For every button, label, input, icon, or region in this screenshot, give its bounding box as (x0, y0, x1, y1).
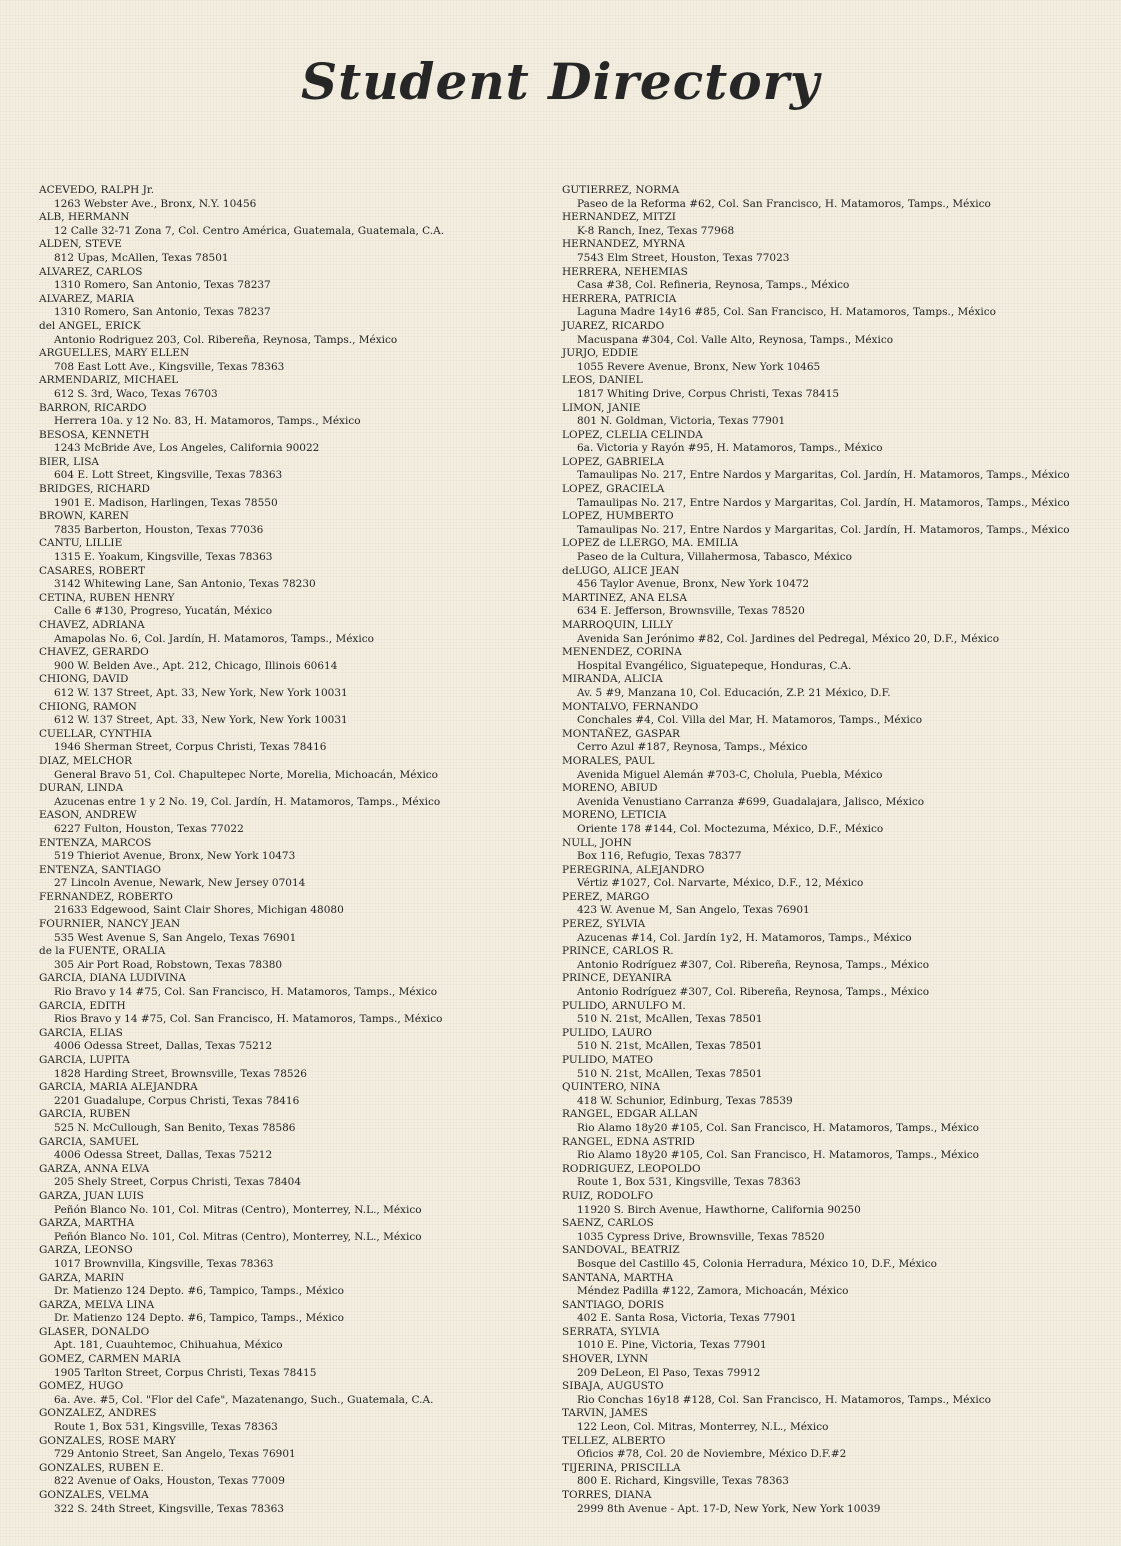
directory-entry (39, 809, 539, 836)
right-column (562, 184, 1107, 1516)
directory-entry (39, 782, 539, 809)
student-name: GARZA, JUAN LUIS (39, 1189, 144, 1202)
student-address: 519 Thieriot Avenue, Bronx, New York 10473 (54, 850, 296, 863)
student-name: CHAVEZ, ADRIANA (39, 619, 145, 631)
directory-entry (39, 673, 539, 700)
student-address: 122 Leon, Col. Mitras, Monterrey, N.L., México (577, 1421, 829, 1434)
student-name: ALB, HERMANN (39, 211, 130, 224)
directory-entry (562, 429, 1107, 456)
directory-entry (39, 1407, 539, 1434)
directory-entry (562, 1081, 1107, 1108)
student-name: PEREZ, MARGO (562, 890, 650, 903)
directory-entry (562, 1462, 1107, 1489)
student-name: MIRANDA, ALICIA (562, 673, 663, 686)
student-name: GONZALES, VELMA (39, 1489, 149, 1501)
student-name: SERRATA, SYLVIA (562, 1325, 660, 1338)
student-address: Conchales #4, Col. Villa del Mar, H. Matamoros, Tamps., México (577, 714, 923, 727)
student-address: Oriente 178 #144, Col. Moctezuma, México, D.F., México (577, 822, 884, 835)
directory-entry (39, 1435, 539, 1462)
directory-entry (562, 673, 1107, 700)
student-name: SANTANA, MARTHA (562, 1271, 674, 1284)
page-title: Student Directory (301, 52, 820, 111)
directory-entry (562, 456, 1107, 483)
student-name: ENTENZA, MARCOS (39, 836, 152, 849)
student-name: CASARES, ROBERT (39, 564, 146, 577)
directory-entry (562, 347, 1107, 374)
student-name: TIJERINA, PRISCILLA (562, 1461, 681, 1474)
directory-entry (562, 728, 1107, 755)
student-address: Rio Conchas 16y18 #128, Col. San Francisco, H. Matamoros, Tamps., México (577, 1393, 991, 1406)
student-address: 1055 Revere Avenue, Bronx, New York 10465 (577, 360, 821, 373)
student-name: SIBAJA, AUGUSTO (562, 1380, 664, 1393)
directory-entry (562, 1326, 1107, 1353)
student-name: SHOVER, LYNN (562, 1353, 649, 1366)
directory-entry (562, 619, 1107, 646)
student-name: CHIONG, RAMON (39, 700, 137, 713)
directory-entry (39, 1000, 539, 1027)
directory-entry (562, 1163, 1107, 1190)
student-address: 1263 Webster Ave., Bronx, N.Y. 10456 (54, 197, 257, 210)
student-name: JUAREZ, RICARDO (562, 319, 665, 332)
student-address: Avenida Miguel Alemán #703-C, Cholula, Puebla, México (577, 768, 883, 781)
student-address: General Bravo 51, Col. Chapultepec Norte, Morelia, Michoacán, México (54, 768, 439, 781)
student-name: FOURNIER, NANCY JEAN (39, 918, 181, 931)
student-name: GARCIA, RUBEN (39, 1108, 131, 1121)
student-address: 11920 S. Birch Avenue, Hawthorne, California 90250 (577, 1203, 861, 1216)
student-address: Antonio Rodríguez #307, Col. Ribereña, Reynosa, Tamps., México (577, 986, 930, 999)
student-name: CANTU, LILLIE (39, 537, 123, 550)
student-name: GOMEZ, HUGO (39, 1380, 124, 1393)
student-name: ALVAREZ, CARLOS (39, 265, 143, 278)
student-address: 729 Antonio Street, San Angelo, Texas 76901 (54, 1448, 296, 1461)
student-address: 634 E. Jefferson, Brownsville, Texas 78520 (577, 605, 805, 618)
student-address: 510 N. 21st, McAllen, Texas 78501 (577, 1040, 763, 1053)
directory-entry (562, 293, 1107, 320)
student-address: Rio Alamo 18y20 #105, Col. San Francisco, H. Matamoros, Tamps., México (577, 1149, 979, 1162)
student-name: BRIDGES, RICHARD (39, 483, 150, 496)
directory-entry (39, 1326, 539, 1353)
directory-entry (562, 972, 1107, 999)
student-address: 612 W. 137 Street, Apt. 33, New York, New York 10031 (54, 714, 348, 727)
student-address: Rio Bravo y 14 #75, Col. San Francisco, H. Matamoros, Tamps., México (54, 986, 438, 999)
directory-entry (562, 891, 1107, 918)
student-name: GONZALES, RUBEN E. (39, 1461, 164, 1474)
directory-entry (39, 184, 539, 211)
directory-entry (562, 1299, 1107, 1326)
student-name: PULIDO, ARNULFO M. (562, 999, 686, 1012)
directory-entry (39, 918, 539, 945)
directory-entry (39, 1081, 539, 1108)
student-address: Casa #38, Col. Refineria, Reynosa, Tamps., México (577, 279, 850, 292)
directory-entry (39, 755, 539, 782)
directory-entry (562, 238, 1107, 265)
directory-entry (39, 238, 539, 265)
directory-entry (39, 1380, 539, 1407)
student-address: Dr. Matienzo 124 Depto. #6, Tampico, Tamps., México (54, 1312, 344, 1325)
student-name: HERRERA, PATRICIA (562, 292, 677, 305)
student-address: 1243 McBride Ave, Los Angeles, California 90022 (54, 442, 320, 455)
student-name: RUIZ, RODOLFO (562, 1189, 654, 1202)
student-address: 21633 Edgewood, Saint Clair Shores, Michigan 48080 (54, 904, 344, 917)
directory-entry (562, 945, 1107, 972)
directory-entry (39, 1217, 539, 1244)
directory-entry (39, 1136, 539, 1163)
directory-entry (39, 565, 539, 592)
student-address: 7543 Elm Street, Houston, Texas 77023 (577, 251, 790, 264)
student-address: Azucenas entre 1 y 2 No. 19, Col. Jardín, H. Matamoros, Tamps., México (54, 795, 441, 808)
directory-entry (562, 1190, 1107, 1217)
student-name: GARZA, MARTHA (39, 1217, 135, 1230)
student-address: K-8 Ranch, Inez, Texas 77968 (577, 224, 735, 237)
student-name: SANTIAGO, DORIS (562, 1298, 665, 1311)
directory-entry (39, 537, 539, 564)
student-name: JURJO, EDDIE (562, 347, 639, 360)
student-address: Cerro Azul #187, Reynosa, Tamps., México (577, 741, 808, 754)
student-address: 1310 Romero, San Antonio, Texas 78237 (54, 279, 271, 292)
student-address: Box 116, Refugio, Texas 78377 (577, 850, 742, 863)
student-address: 1905 Tarlton Street, Corpus Christi, Texas 78415 (54, 1366, 317, 1379)
student-name: SANDOVAL, BEATRIZ (562, 1244, 680, 1257)
directory-entry (562, 701, 1107, 728)
student-address: Peñón Blanco No. 101, Col. Mitras (Centro), Monterrey, N.L., México (54, 1230, 422, 1243)
student-name: MARTINEZ, ANA ELSA (562, 591, 687, 604)
directory-entry (39, 646, 539, 673)
directory-entry (39, 837, 539, 864)
directory-entry (562, 1217, 1107, 1244)
student-name: BARRON, RICARDO (39, 401, 147, 414)
directory-entry (562, 184, 1107, 211)
student-name: EASON, ANDREW (39, 809, 137, 822)
directory-entry (39, 728, 539, 755)
directory-entry (562, 537, 1107, 564)
directory-entry (39, 1108, 539, 1135)
student-name: LOPEZ de LLERGO, MA. EMILIA (562, 537, 739, 550)
student-name: BIER, LISA (39, 455, 100, 468)
student-address: 801 N. Goldman, Victoria, Texas 77901 (577, 415, 786, 428)
directory-entry (39, 701, 539, 728)
directory-entry (562, 211, 1107, 238)
student-address: Tamaulipas No. 217, Entre Nardos y Margaritas, Col. Jardín, H. Matamoros, Tamps., México (577, 469, 1070, 482)
directory-entry (39, 864, 539, 891)
student-address: 1017 Brownvilla, Kingsville, Texas 78363 (54, 1257, 274, 1270)
student-address: 1946 Sherman Street, Corpus Christi, Texas 78416 (54, 741, 327, 754)
student-name: del ANGEL, ERICK (39, 319, 141, 332)
directory-entry (39, 429, 539, 456)
student-address: 402 E. Santa Rosa, Victoria, Texas 77901 (577, 1312, 797, 1325)
student-name: LOPEZ, CLELIA CELINDA (562, 428, 703, 441)
student-address: Calle 6 #130, Progreso, Yucatán, México (54, 605, 273, 618)
directory-entry (39, 1272, 539, 1299)
directory-entry (562, 483, 1107, 510)
directory-entry (39, 456, 539, 483)
directory-entry (562, 266, 1107, 293)
student-address: 205 Shely Street, Corpus Christi, Texas 78404 (54, 1176, 302, 1189)
directory-entry (562, 320, 1107, 347)
student-address: 418 W. Schunior, Edinburg, Texas 78539 (577, 1094, 793, 1107)
directory-entry (562, 755, 1107, 782)
student-name: LOPEZ, GRACIELA (562, 483, 665, 496)
directory-entry (562, 1435, 1107, 1462)
student-address: 4006 Odessa Street, Dallas, Texas 75212 (54, 1149, 273, 1162)
student-address: 6227 Fulton, Houston, Texas 77022 (54, 822, 244, 835)
student-address: 27 Lincoln Avenue, Newark, New Jersey 07014 (54, 877, 306, 890)
student-name: TARVIN, JAMES (562, 1407, 648, 1420)
directory-entry (562, 592, 1107, 619)
student-address: 800 E. Richard, Kingsville, Texas 78363 (577, 1475, 789, 1488)
student-address: Tamaulipas No. 217, Entre Nardos y Margaritas, Col. Jardín, H. Matamoros, Tamps., México (577, 496, 1070, 509)
directory-entry (39, 320, 539, 347)
directory-entry (562, 1108, 1107, 1135)
directory-entry (562, 837, 1107, 864)
student-address: 209 DeLeon, El Paso, Texas 79912 (577, 1366, 761, 1379)
directory-entry (39, 1489, 539, 1516)
student-address: Tamaulipas No. 217, Entre Nardos y Margaritas, Col. Jardín, H. Matamoros, Tamps., México (577, 523, 1070, 536)
student-name: PRINCE, CARLOS R. (562, 945, 674, 958)
student-name: DIAZ, MELCHOR (39, 754, 133, 767)
student-address: 510 N. 21st, McAllen, Texas 78501 (577, 1013, 763, 1026)
student-name: GARCIA, MARIA ALEJANDRA (39, 1081, 198, 1094)
student-name: GARCIA, LUPITA (39, 1054, 130, 1066)
student-name: MENENDEZ, CORINA (562, 646, 682, 659)
directory-entry (39, 374, 539, 401)
directory-entry (39, 483, 539, 510)
left-column (39, 184, 539, 1516)
directory-entry (39, 1462, 539, 1489)
student-address: 525 N. McCullough, San Benito, Texas 78586 (54, 1121, 296, 1134)
directory-entry (562, 510, 1107, 537)
directory-entry (562, 646, 1107, 673)
student-address: 708 East Lott Ave., Kingsville, Texas 78363 (54, 360, 285, 373)
student-name: DURAN, LINDA (39, 782, 124, 795)
directory-entry (39, 211, 539, 238)
student-address: 1901 E. Madison, Harlingen, Texas 78550 (54, 496, 278, 509)
directory-entry (39, 347, 539, 374)
directory-entry (562, 565, 1107, 592)
directory-entry (562, 1000, 1107, 1027)
student-address: 456 Taylor Avenue, Bronx, New York 10472 (577, 578, 810, 591)
student-name: GUTIERREZ, NORMA (562, 184, 680, 196)
student-address: Oficios #78, Col. 20 de Noviembre, México D.F.#2 (577, 1448, 847, 1461)
student-name: QUINTERO, NINA (562, 1081, 661, 1094)
student-address: Laguna Madre 14y16 #85, Col. San Francisco, H. Matamoros, Tamps., México (577, 306, 996, 319)
directory-entry (39, 891, 539, 918)
student-address: 3142 Whitewing Lane, San Antonio, Texas 78230 (54, 578, 316, 591)
student-name: CETINA, RUBEN HENRY (39, 591, 175, 604)
student-name: HERRERA, NEHEMIAS (562, 265, 688, 278)
student-address: 7835 Barberton, Houston, Texas 77036 (54, 523, 264, 536)
student-address: Méndez Padilla #122, Zamora, Michoacán, México (577, 1285, 849, 1298)
student-address: Avenida San Jerónimo #82, Col. Jardines del Pedregal, México 20, D.F., México (577, 632, 1000, 645)
directory-entry (562, 374, 1107, 401)
student-address: 1817 Whiting Drive, Corpus Christi, Texas 78415 (577, 387, 840, 400)
student-name: de la FUENTE, ORALIA (39, 945, 166, 958)
student-name: GOMEZ, CARMEN MARIA (39, 1353, 181, 1366)
student-name: MORENO, ABIUD (562, 782, 658, 795)
student-address: Rio Alamo 18y20 #105, Col. San Francisco, H. Matamoros, Tamps., México (577, 1121, 979, 1134)
student-address: Avenida Venustiano Carranza #699, Guadalajara, Jalisco, México (577, 795, 925, 808)
directory-entry (39, 592, 539, 619)
directory-entry (562, 1380, 1107, 1407)
student-name: HERNANDEZ, MITZI (562, 211, 676, 224)
student-address: Peñón Blanco No. 101, Col. Mitras (Centro), Monterrey, N.L., México (54, 1203, 422, 1216)
student-address: Bosque del Castillo 45, Colonia Herradura, México 10, D.F., México (577, 1257, 937, 1270)
directory-entry (39, 1027, 539, 1054)
directory-entry (39, 1163, 539, 1190)
student-name: ARGUELLES, MARY ELLEN (39, 347, 190, 360)
student-address: Route 1, Box 531, Kingsville, Texas 78363 (577, 1176, 801, 1189)
directory-entry (39, 1244, 539, 1271)
student-name: BESOSA, KENNETH (39, 428, 150, 441)
directory-entry (562, 1136, 1107, 1163)
student-address: Dr. Matienzo 124 Depto. #6, Tampico, Tamps., México (54, 1285, 344, 1298)
student-name: TORRES, DIANA (562, 1489, 652, 1501)
student-address: Herrera 10a. y 12 No. 83, H. Matamoros, Tamps., México (54, 415, 361, 428)
directory-entry (39, 972, 539, 999)
student-name: RANGEL, EDGAR ALLAN (562, 1108, 698, 1121)
student-address: 12 Calle 32-71 Zona 7, Col. Centro América, Guatemala, Guatemala, C.A. (54, 224, 445, 237)
student-address: 1828 Harding Street, Brownsville, Texas 78526 (54, 1067, 307, 1080)
student-address: 812 Upas, McAllen, Texas 78501 (54, 251, 229, 264)
student-address: Rios Bravo y 14 #75, Col. San Francisco, H. Matamoros, Tamps., México (54, 1013, 443, 1026)
student-address: 1035 Cypress Drive, Brownsville, Texas 78520 (577, 1230, 825, 1243)
student-name: ENTENZA, SANTIAGO (39, 863, 161, 876)
student-name: SAENZ, CARLOS (562, 1217, 654, 1230)
directory-entry (562, 1244, 1107, 1271)
student-address: Antonio Rodriguez 203, Col. Ribereña, Reynosa, Tamps., México (54, 333, 398, 346)
student-address: 900 W. Belden Ave., Apt. 212, Chicago, Illinois 60614 (54, 659, 338, 672)
student-name: LEOS, DANIEL (562, 374, 643, 387)
student-address: Azucenas #14, Col. Jardín 1y2, H. Matamoros, Tamps., México (577, 931, 912, 944)
student-address: 305 Air Port Road, Robstown, Texas 78380 (54, 958, 283, 971)
student-name: GARZA, LEONSO (39, 1244, 133, 1257)
student-name: ALDEN, STEVE (39, 238, 122, 251)
directory-entry (39, 293, 539, 320)
student-name: MORENO, LETICIA (562, 809, 667, 822)
student-address: 6a. Victoria y Rayón #95, H. Matamoros, Tamps., México (577, 442, 883, 455)
directory-entry (39, 945, 539, 972)
student-name: GONZALES, ROSE MARY (39, 1434, 176, 1447)
student-address: Paseo de la Reforma #62, Col. San Francisco, H. Matamoros, Tamps., México (577, 197, 991, 210)
student-address: 1010 E. Pine, Victoria, Texas 77901 (577, 1339, 767, 1352)
student-name: ACEVEDO, RALPH Jr. (39, 184, 155, 196)
directory-entry (562, 809, 1107, 836)
student-address: 822 Avenue of Oaks, Houston, Texas 77009 (54, 1475, 285, 1488)
student-name: RODRIGUEZ, LEOPOLDO (562, 1162, 701, 1175)
student-address: Hospital Evangélico, Siguatepeque, Honduras, C.A. (577, 659, 852, 672)
student-address: Amapolas No. 6, Col. Jardín, H. Matamoros, Tamps., México (54, 632, 374, 645)
student-name: TELLEZ, ALBERTO (562, 1434, 666, 1447)
student-address: 612 W. 137 Street, Apt. 33, New York, New York 10031 (54, 686, 348, 699)
student-name: ALVAREZ, MARIA (39, 292, 135, 305)
directory-entry (562, 1353, 1107, 1380)
directory-entry (562, 918, 1107, 945)
student-name: MONTALVO, FERNANDO (562, 700, 699, 713)
student-address: 2999 8th Avenue - Apt. 17-D, New York, New York 10039 (577, 1502, 881, 1515)
student-name: PRINCE, DEYANIRA (562, 972, 672, 985)
student-address: 604 E. Lott Street, Kingsville, Texas 78363 (54, 469, 283, 482)
directory-entry (39, 1054, 539, 1081)
student-name: CHAVEZ, GERARDO (39, 646, 149, 659)
student-name: GARCIA, SAMUEL (39, 1135, 139, 1148)
student-name: GLASER, DONALDO (39, 1325, 150, 1338)
student-address: 1310 Romero, San Antonio, Texas 78237 (54, 306, 271, 319)
student-address: Paseo de la Cultura, Villahermosa, Tabasco, México (577, 551, 852, 564)
student-address: Vértiz #1027, Col. Narvarte, México, D.F., 12, México (577, 877, 864, 890)
student-name: RANGEL, EDNA ASTRID (562, 1135, 695, 1148)
student-name: GARZA, MARIN (39, 1271, 125, 1284)
student-name: GARZA, MELVA LINA (39, 1298, 155, 1311)
directory-entry (562, 1407, 1107, 1434)
student-name: LOPEZ, GABRIELA (562, 455, 665, 468)
directory-entry (562, 1027, 1107, 1054)
student-address: Antonio Rodríguez #307, Col. Ribereña, Reynosa, Tamps., México (577, 958, 930, 971)
student-name: GARZA, ANNA ELVA (39, 1162, 150, 1175)
student-address: Route 1, Box 531, Kingsville, Texas 78363 (54, 1421, 278, 1434)
student-name: BROWN, KAREN (39, 510, 129, 523)
student-name: GARCIA, EDITH (39, 999, 126, 1012)
directory-entry (39, 1190, 539, 1217)
directory-entry (39, 1353, 539, 1380)
student-name: LOPEZ, HUMBERTO (562, 510, 674, 523)
directory-entry (39, 402, 539, 429)
student-name: LIMON, JANIE (562, 401, 641, 414)
directory-entry (562, 1489, 1107, 1516)
directory-entry (562, 1054, 1107, 1081)
student-address: 510 N. 21st, McAllen, Texas 78501 (577, 1067, 763, 1080)
student-address: 6a. Ave. #5, Col. "Flor del Cafe", Mazatenango, Such., Guatemala, C.A. (54, 1393, 434, 1406)
student-name: ARMENDARIZ, MICHAEL (39, 374, 179, 387)
student-name: GARCIA, ELIAS (39, 1026, 123, 1039)
student-address: 423 W. Avenue M, San Angelo, Texas 76901 (577, 904, 810, 917)
student-name: FERNANDEZ, ROBERTO (39, 890, 173, 903)
student-address: 2201 Guadalupe, Corpus Christi, Texas 78416 (54, 1094, 300, 1107)
student-name: PEREGRINA, ALEJANDRO (562, 863, 705, 876)
directory-entry (39, 619, 539, 646)
student-address: 535 West Avenue S, San Angelo, Texas 76901 (54, 931, 297, 944)
student-name: PULIDO, LAURO (562, 1026, 652, 1039)
student-address: 322 S. 24th Street, Kingsville, Texas 78363 (54, 1502, 284, 1515)
student-address: Av. 5 #9, Manzana 10, Col. Educación, Z.P. 21 México, D.F. (577, 686, 891, 699)
directory-entry (39, 1299, 539, 1326)
student-address: Apt. 181, Cuauhtemoc, Chihuahua, México (54, 1339, 283, 1352)
student-name: GONZALEZ, ANDRES (39, 1407, 157, 1420)
student-name: GARCIA, DIANA LUDIVINA (39, 972, 186, 985)
student-address: 612 S. 3rd, Waco, Texas 76703 (54, 387, 218, 400)
student-address: 1315 E. Yoakum, Kingsville, Texas 78363 (54, 551, 273, 564)
student-name: NULL, JOHN (562, 836, 632, 849)
student-name: MONTAÑEZ, GASPAR (562, 727, 680, 740)
student-name: HERNANDEZ, MYRNA (562, 238, 685, 251)
student-name: PULIDO, MATEO (562, 1054, 653, 1066)
student-name: CUELLAR, CYNTHIA (39, 727, 152, 740)
directory-entry (562, 402, 1107, 429)
student-address: 4006 Odessa Street, Dallas, Texas 75212 (54, 1040, 273, 1053)
student-name: MARROQUIN, LILLY (562, 619, 673, 631)
student-address: Macuspana #304, Col. Valle Alto, Reynosa, Tamps., México (577, 333, 894, 346)
directory-entry (39, 266, 539, 293)
directory-entry (562, 1272, 1107, 1299)
student-name: deLUGO, ALICE JEAN (562, 564, 680, 577)
student-name: CHIONG, DAVID (39, 673, 129, 686)
directory-entry (39, 510, 539, 537)
directory-entry (562, 782, 1107, 809)
directory-entry (562, 864, 1107, 891)
student-name: MORALES, PAUL (562, 754, 655, 767)
student-name: PEREZ, SYLVIA (562, 918, 646, 931)
